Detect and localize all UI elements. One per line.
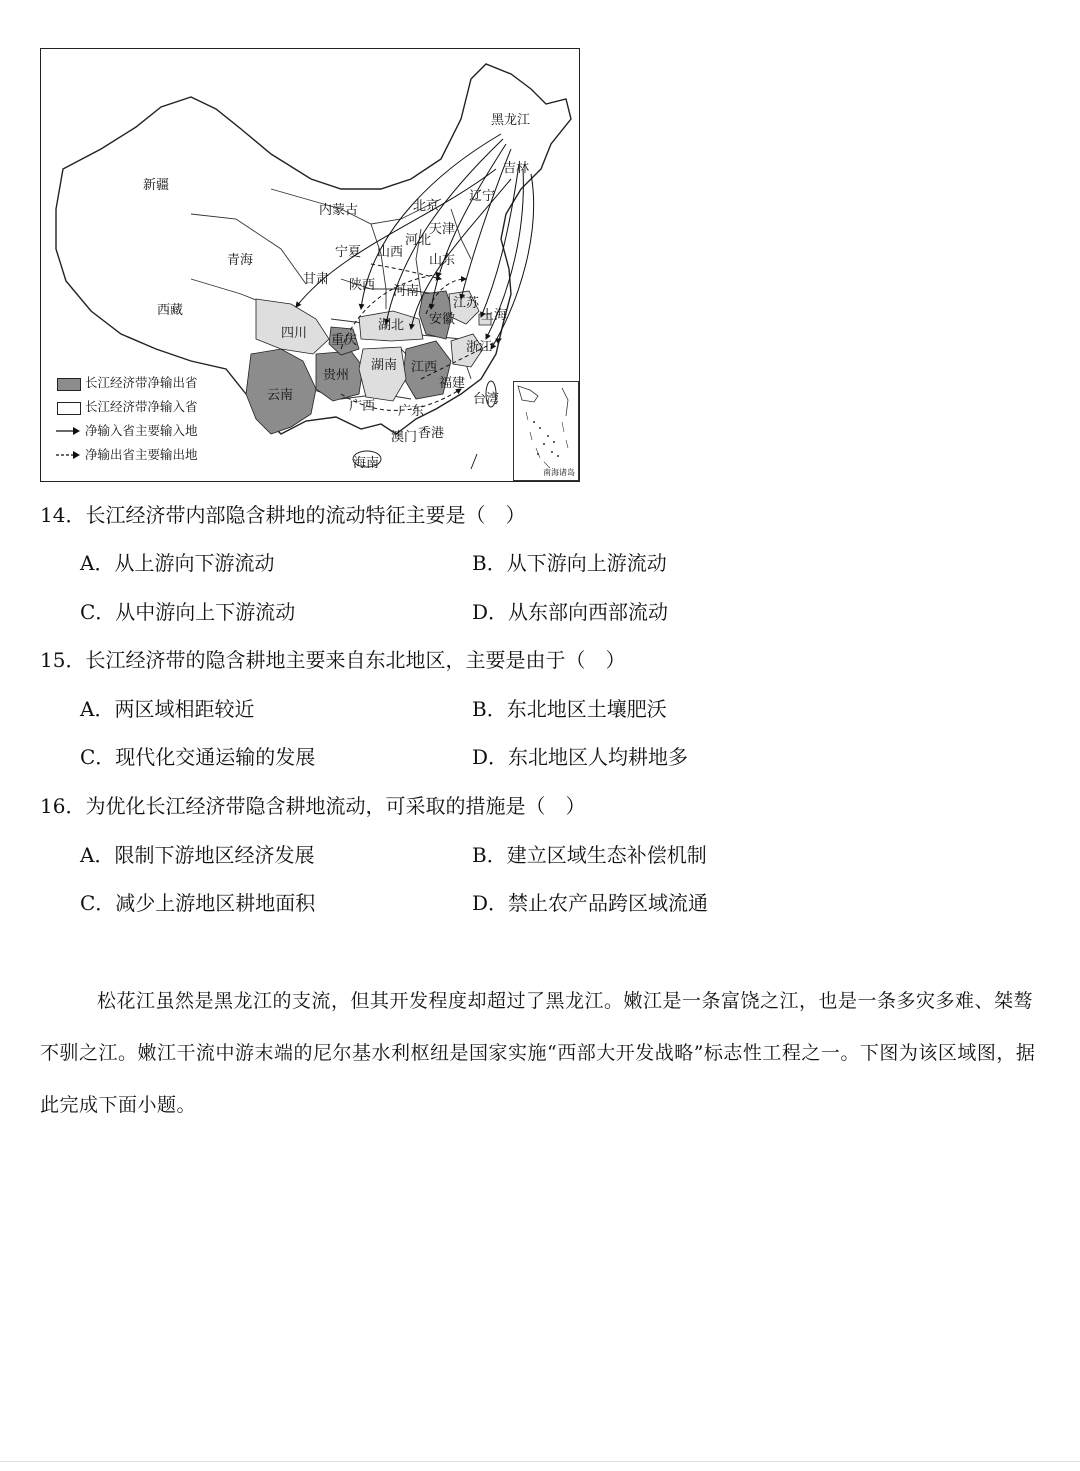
- label-liaoning: 辽宁: [469, 189, 496, 204]
- legend-import-arrow: [55, 419, 198, 443]
- inset-label: 南海诸岛: [543, 468, 575, 477]
- inset-drawing: [514, 382, 578, 480]
- label-hebei: 河北: [405, 233, 432, 248]
- legend-export-arrow-label: 净输出省主要输出地: [85, 447, 198, 462]
- label-chongqing: 重庆: [331, 333, 358, 348]
- solid-arrow-icon: [55, 425, 81, 437]
- label-anhui: 安徽: [429, 312, 456, 327]
- label-ningxia: 宁夏: [335, 245, 362, 260]
- label-guizhou: 贵州: [323, 368, 350, 383]
- label-xinjiang: 新疆: [143, 178, 170, 193]
- legend-import-arrow-label: 净输入省主要输入地: [85, 423, 198, 438]
- label-jiangxi: 江西: [411, 360, 438, 375]
- legend-export-arrow: [55, 443, 198, 467]
- label-heilongjiang: 黑龙江: [491, 113, 531, 128]
- label-qinghai: 青海: [227, 253, 254, 268]
- south-china-sea-inset: [513, 381, 579, 481]
- question-15-stem: 15．长江经济带的隐含耕地主要来自东北地区，主要是由于（ ）: [40, 648, 626, 672]
- label-jilin: 吉林: [503, 161, 530, 176]
- label-fujian: 福建: [439, 376, 466, 391]
- label-tianjin: 天津: [429, 222, 456, 237]
- label-shaanxi: 陕西: [349, 278, 376, 293]
- label-jiangsu: 江苏: [453, 296, 480, 311]
- label-gansu: 甘肃: [303, 272, 330, 287]
- dashed-arrow-icon: [55, 449, 81, 461]
- label-beijing: 北京: [413, 199, 440, 214]
- question-14-option-d[interactable]: D．从东部向西部流动: [472, 600, 669, 624]
- question-14-option-b[interactable]: B．从下游向上游流动: [472, 551, 667, 575]
- reading-passage: 松花江虽然是黑龙江的支流，但其开发程度却超过了黑龙江。嫩江是一条富饶之江，也是一条多灾多难、桀骜不驯之江。嫩江干流中游末端的尼尔基水利枢纽是国家实施“西部大开发战略”标志性工程之一。下图为该区域图，据此完成下面小题。: [40, 990, 1036, 1116]
- question-14-option-a[interactable]: A．从上游向下游流动: [80, 551, 275, 575]
- question-15-option-b[interactable]: B．东北地区土壤肥沃: [472, 697, 667, 721]
- question-16-option-a[interactable]: A．限制下游地区经济发展: [80, 843, 315, 867]
- label-neimenggu: 内蒙古: [319, 203, 359, 218]
- label-taiwan: 台湾: [473, 392, 500, 407]
- label-guangdong: 广东: [398, 404, 425, 419]
- label-hubei: 湖北: [378, 318, 405, 333]
- label-shanghai: 上海: [481, 308, 508, 323]
- label-hainan: 海南: [353, 456, 380, 471]
- label-aomen: 澳门: [391, 430, 418, 445]
- question-15-option-c[interactable]: C．现代化交通运输的发展: [80, 745, 316, 769]
- label-shanxi: 山西: [377, 245, 404, 260]
- question-16-option-d[interactable]: D．禁止农产品跨区域流通: [472, 891, 709, 915]
- legend-net-export-label: 长江经济带净输出省: [85, 375, 198, 390]
- legend-net-export: [55, 371, 198, 395]
- question-16-option-b[interactable]: B．建立区域生态补偿机制: [472, 843, 707, 867]
- question-15-option-a[interactable]: A．两区域相距较近: [80, 697, 255, 721]
- label-yunnan: 云南: [267, 388, 294, 403]
- china-map-figure: [40, 48, 580, 482]
- page-bottom-divider: [0, 1461, 1080, 1462]
- label-xizang: 西藏: [157, 303, 184, 318]
- question-16-stem: 16．为优化长江经济带隐含耕地流动，可采取的措施是（ ）: [40, 794, 586, 818]
- label-zhejiang: 浙江: [466, 340, 493, 355]
- question-16-option-c[interactable]: C．减少上游地区耕地面积: [80, 891, 316, 915]
- legend-net-import: [55, 395, 198, 419]
- label-henan: 河南: [393, 284, 420, 299]
- legend-net-import-label: 长江经济带净输入省: [85, 399, 198, 414]
- map-legend: [55, 371, 198, 467]
- label-sichuan: 四川: [281, 326, 308, 341]
- label-guangxi: 广西: [349, 399, 376, 414]
- legend-swatch-export: [57, 378, 81, 391]
- question-14-stem: 14．长江经济带内部隐含耕地的流动特征主要是（ ）: [40, 503, 526, 527]
- legend-swatch-import: [57, 402, 81, 415]
- question-15-option-d[interactable]: D．东北地区人均耕地多: [472, 745, 689, 769]
- label-xianggang: 香港: [418, 426, 445, 441]
- label-hunan: 湖南: [371, 358, 398, 373]
- label-shandong: 山东: [429, 253, 456, 268]
- question-14-option-c[interactable]: C．从中游向上下游流动: [80, 600, 296, 624]
